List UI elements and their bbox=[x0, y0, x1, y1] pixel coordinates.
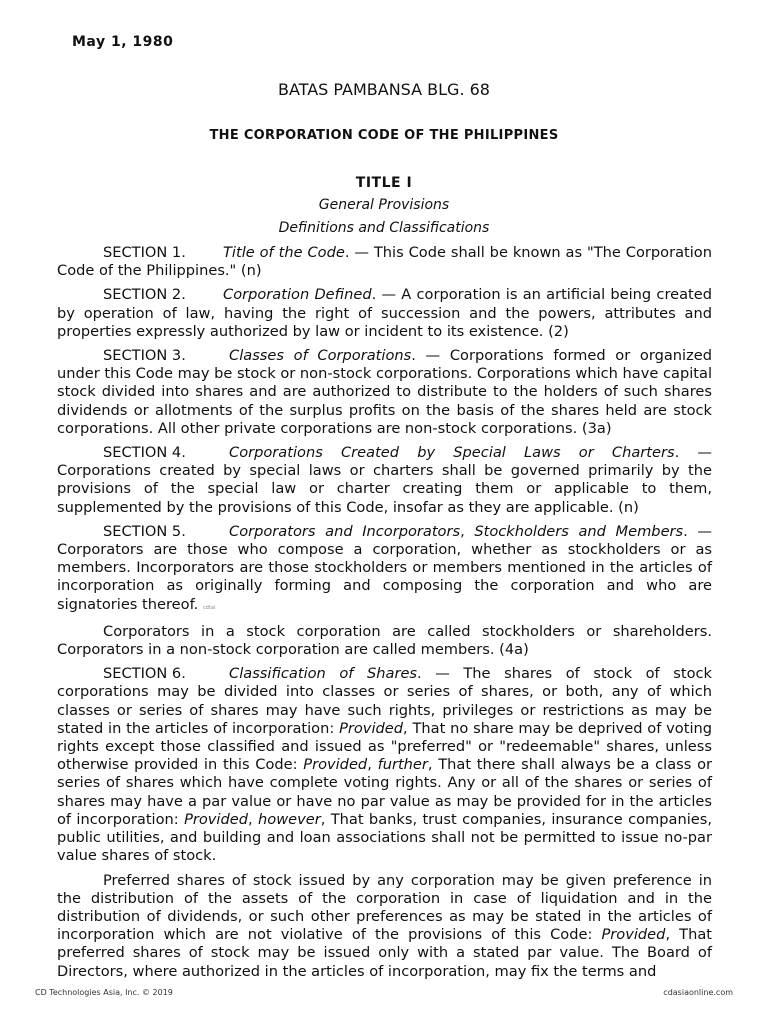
section-text: . — Corporators are those who compose a corporation, whether as stockholders or as members. Incorporators are those stockholders or members mentioned in the articles of incorporation as originally forming and composing the corporation and who are signatories thereof. bbox=[57, 522, 713, 613]
code-title: THE CORPORATION CODE OF THE PHILIPPINES bbox=[209, 128, 559, 143]
section-text: . — The shares of stock of stock corporations may be divided into classes or series of shares, or both, any of which classes or series of shares may have such rights, privileges or restrictions as may be stated in the articles of incorporation: bbox=[57, 665, 712, 737]
section-1 bbox=[57, 244, 712, 280]
proviso-separator: , bbox=[248, 810, 259, 828]
section-heading: Title of the Code bbox=[223, 244, 345, 261]
section-heading: Classes of Corporations bbox=[229, 347, 412, 365]
proviso-term: Provided bbox=[303, 756, 368, 774]
section-text: , That no share may be deprived of voting rights except those classified and issued as "preferred" or "redeemable" shares, unless otherwise provided in this Code: bbox=[57, 719, 713, 774]
section-text: . — Corporations created by special laws or charters shall be governed primarily by the provisions of the special law or charter creating them or applicable to them, supplemented by the provisions of this Code, insofar as they are applicable. (n) bbox=[57, 444, 712, 516]
footer-copyright: CD Technologies Asia, Inc. © 2019 bbox=[35, 988, 173, 997]
footer-website: cdasiaonline.com bbox=[663, 988, 733, 997]
section-text: , That there shall always be a class or series of shares which have complete voting rights. Any or all of the shares or series of shares may have a par value or have no par value as may be provided for in the articles of incorporation: bbox=[57, 756, 712, 828]
publisher-mark: cdtai bbox=[202, 604, 216, 611]
title-subtitle-general: General Provisions bbox=[318, 197, 450, 213]
section-heading: Corporators and Incorporators bbox=[229, 522, 461, 540]
section-label: SECTION 2. bbox=[103, 286, 186, 304]
section-label: SECTION 4. bbox=[103, 444, 186, 462]
section-heading: Corporations Created by Special Laws or Charters bbox=[229, 444, 675, 462]
proviso-term: Provided bbox=[601, 926, 666, 944]
section-6 bbox=[57, 665, 712, 865]
section-heading: Corporation Defined bbox=[223, 286, 372, 304]
section-label: SECTION 3. bbox=[103, 347, 186, 365]
section-text: . — Corporations formed or organized under this Code may be stock or non-stock corporations. Corporations which have capital stock divided into shares and are authorized to distribute to the holders of such shares dividends or allotments of the surplus profits on the basis of the shares held are stock corporations. All other private corporations are non-stock corporations. (3a) bbox=[57, 347, 712, 437]
section-6-paragraph-2 bbox=[57, 872, 712, 981]
section-text: , That banks, trust companies, insurance companies, public utilities, and building and loan associations shall not be permitted to issue no-par value shares of stock. bbox=[57, 810, 712, 865]
proviso-term: Provided bbox=[184, 810, 248, 828]
paragraph-text: , That preferred shares of stock may be issued only with a stated par value. The Board of Directors, where authorized in the articles of incorporation, may fix the terms and bbox=[57, 926, 713, 980]
section-5 bbox=[57, 523, 712, 617]
title-block bbox=[0, 172, 768, 240]
act-title: BATAS PAMBANSA BLG. 68 bbox=[278, 80, 490, 99]
section-text: . — A corporation is an artificial being created by operation of law, having the right of succession and the powers, attributes and properties expressly authorized by law or incident to its existence. (2) bbox=[57, 286, 713, 340]
body-text bbox=[57, 244, 712, 987]
section-5-paragraph-2 bbox=[57, 623, 712, 659]
section-text: . — This Code shall be known as "The Corporation Code of the Philippines." (n) bbox=[57, 244, 712, 280]
paragraph-text: Corporators in a stock corporation are called stockholders or shareholders. Corporators in a non-stock corporation are called members. (4a) bbox=[57, 622, 712, 659]
section-heading-separator: , bbox=[460, 522, 475, 540]
title-heading: TITLE I bbox=[355, 175, 413, 191]
section-heading: Classification of Shares bbox=[229, 665, 418, 683]
proviso-separator: , bbox=[367, 756, 378, 774]
section-3 bbox=[57, 347, 712, 438]
section-label: SECTION 6. bbox=[103, 665, 186, 683]
title-subtitle-definitions: Definitions and Classifications bbox=[278, 220, 490, 236]
proviso-term: Provided bbox=[339, 719, 404, 737]
document-date: May 1, 1980 bbox=[72, 34, 174, 50]
section-label: SECTION 5. bbox=[103, 522, 186, 540]
proviso-term: further bbox=[377, 756, 428, 774]
section-4 bbox=[57, 444, 712, 517]
proviso-term: however bbox=[258, 810, 321, 828]
section-2 bbox=[57, 286, 712, 341]
paragraph-text: Preferred shares of stock issued by any corporation may be given preference in the distribution of the assets of the corporation in case of liquidation and in the distribution of dividends, or such other preferences as may be stated in the articles of incorporation which are not violative of the provisions of this Code: bbox=[57, 871, 712, 944]
section-label: SECTION 1. bbox=[103, 244, 186, 261]
section-heading: Stockholders and Members bbox=[474, 522, 684, 540]
